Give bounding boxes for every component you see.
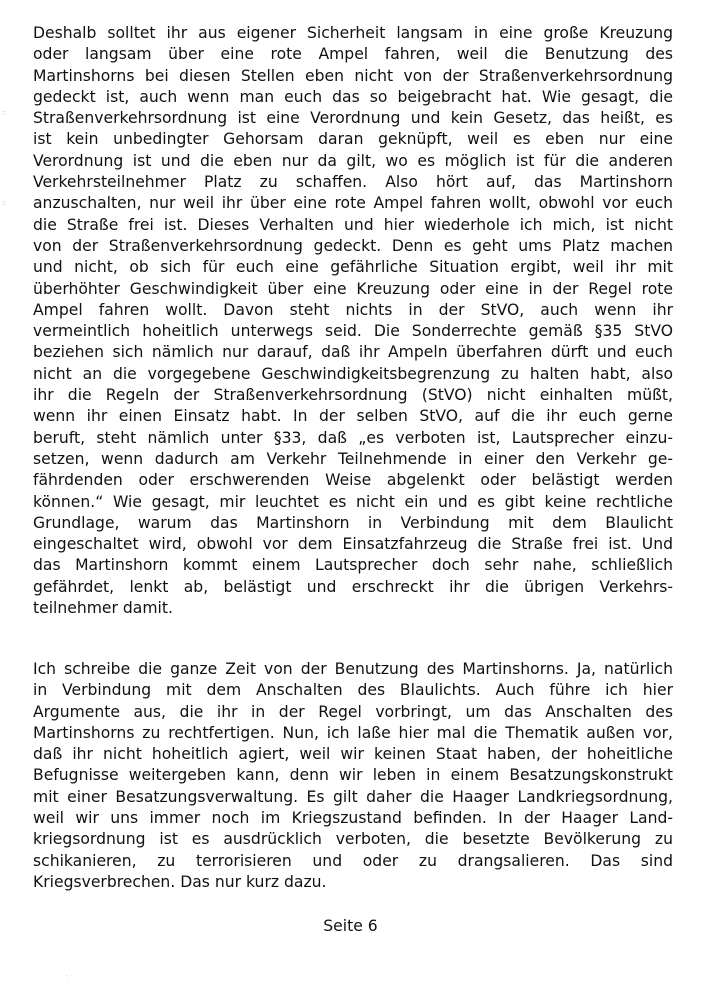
text-line: Befugnisse weitergeben kann, denn wir leben in einem Besatzungskonstrukt (33, 766, 673, 785)
text-line: wenn ihr einen Einsatz habt. In der selben StVO, auf die ihr euch gerne (33, 407, 673, 426)
text-line: Kriegsverbrechen. Das nur kurz dazu. (33, 872, 327, 891)
page-number: Seite 6 (323, 917, 378, 935)
text-line: können.“ Wie gesagt, mir leuchtet es nicht ein und es gibt keine rechtliche (33, 492, 673, 511)
text-line: die Straße frei ist. Dieses Verhalten und hier wiederhole ich mich, ist nicht (33, 215, 673, 234)
text-line: Straßenverkehrsordnung ist eine Verordnung und kein Gesetz, das heißt, es (33, 109, 673, 128)
text-line: Martinshorns bei diesen Stellen eben nicht von der Straßenverkehrsordnung (33, 66, 673, 85)
text-line: überhöhter Geschwindigkeit über eine Kreuzung oder eine in der Regel rote (33, 279, 673, 298)
text-line: anzuschalten, nur weil ihr über eine rote Ampel fahren wollt, obwohl vor euch (33, 194, 673, 213)
text-line: ihr die Regeln der Straßenverkehrsordnung (StVO) nicht einhalten müßt, (33, 386, 673, 405)
text-line: und nicht, ob sich für euch eine gefährliche Situation ergibt, weil ihr mit (33, 258, 673, 277)
text-line: beziehen sich nämlich nur darauf, daß ihr Ampeln überfahren dürft und euch (33, 343, 673, 362)
text-line: gedeckt ist, auch wenn man euch das so beigebracht hat. Wie gesagt, die (33, 87, 673, 106)
text-line: kriegsordnung ist es ausdrücklich verboten, die besetzte Bevölkerung zu (33, 830, 673, 849)
text-line: Martinshorns zu rechtfertigen. Nun, ich laße hier mal die Thematik außen vor, (33, 723, 673, 742)
text-line: teilnehmer damit. (33, 599, 173, 618)
paragraph-1 (33, 23, 673, 619)
text-line: gefährdet, lenkt ab, belästigt und erschreckt ihr die übrigen Verkehrs- (33, 577, 673, 596)
text-line: beruft, steht nämlich unter §33, daß „es verboten ist, Lautsprecher einzu- (33, 428, 673, 447)
text-line: vermeintlich hoheitlich unterwegs seid. Die Sonderrechte gemäß §35 StVO (33, 322, 673, 341)
text-line: nicht an die vorgegebene Geschwindigkeitsbegrenzung zu halten habt, also (33, 364, 673, 383)
scan-artifact: ∷ (2, 199, 7, 207)
text-line: weil wir uns immer noch im Kriegszustand befinden. In der Haager Land- (33, 809, 673, 828)
text-line: Deshalb solltet ihr aus eigener Sicherheit langsam in eine große Kreuzung (33, 24, 673, 42)
text-line: Verkehrsteilnehmer Platz zu schaffen. Also hört auf, das Martinshorn (33, 173, 673, 192)
text-line: von der Straßenverkehrsordnung gedeckt. Denn es geht ums Platz machen (33, 236, 673, 255)
text-line: setzen, wenn dadurch am Verkehr Teilnehmende in einer den Verkehr ge- (33, 449, 673, 468)
text-line: Ampel fahren wollt. Davon steht nichts in der StVO, auch wenn ihr (33, 300, 673, 319)
text-line: Grundlage, warum das Martinshorn in Verbindung mit dem Blaulicht (33, 513, 673, 532)
text-line: ist kein unbedingter Gehorsam daran geknüpft, weil es eben nur eine (33, 130, 673, 149)
text-line: Verordnung ist und die eben nur da gilt, wo es möglich ist für die anderen (33, 151, 673, 170)
text-line: oder langsam über eine rote Ampel fahren, weil die Benutzung des (33, 45, 673, 64)
text-line: in Verbindung mit dem Anschalten des Blaulichts. Auch führe ich hier (33, 681, 673, 700)
text-line: Ich schreibe die ganze Zeit von der Benutzung des Martinshorns. Ja, natürlich (33, 660, 673, 678)
paragraph-2 (33, 659, 673, 893)
text-line: Argumente aus, die ihr in der Regel vorbringt, um das Anschalten des (33, 702, 673, 721)
text-line: das Martinshorn kommt einem Lautsprecher doch sehr nahe, schließlich (33, 556, 673, 575)
text-line: schikanieren, zu terrorisieren und oder zu drangsalieren. Das sind (33, 851, 673, 870)
scan-artifact: ⸪ (66, 974, 72, 982)
scan-artifact: ∷ (2, 109, 7, 117)
text-line: mit einer Besatzungsverwaltung. Es gilt daher die Haager Landkriegsordnung, (33, 787, 673, 806)
text-line: eingeschaltet wird, obwohl vor dem Einsatzfahrzeug die Straße frei ist. Und (33, 535, 673, 554)
text-line: daß ihr nicht hoheitlich agiert, weil wir keinen Staat haben, der hoheitliche (33, 745, 673, 764)
text-line: fährdenden oder erschwerenden Weise abgelenkt oder belästigt werden (33, 471, 673, 490)
